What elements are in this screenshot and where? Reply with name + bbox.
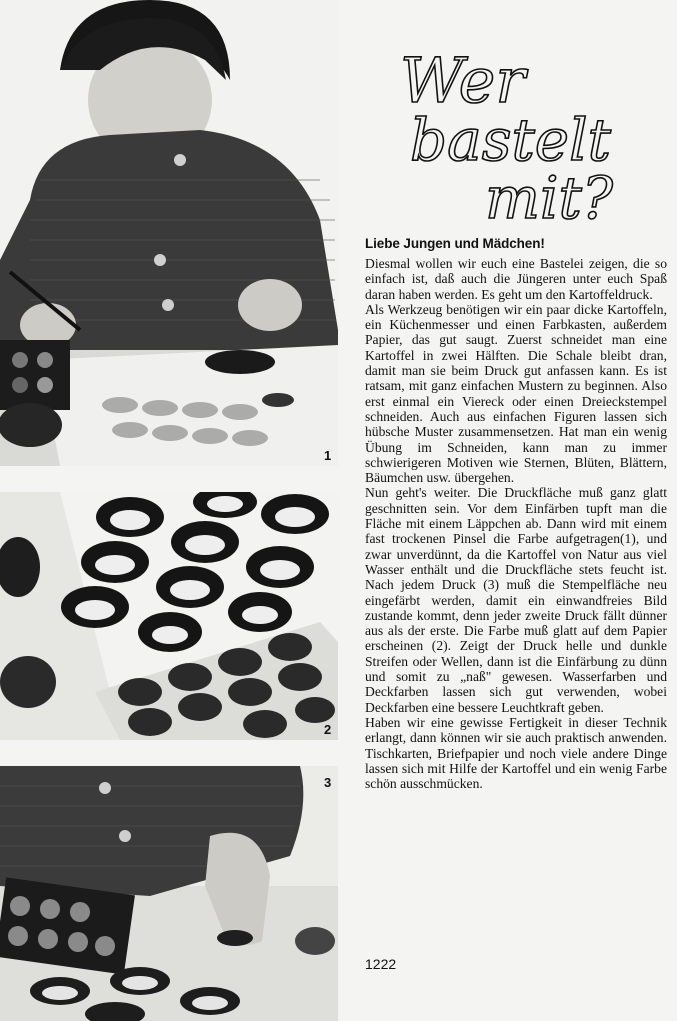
title-script [380, 30, 670, 230]
article-paragraph-2: Als Werkzeug benötigen wir ein paar dicke Kartoffeln, ein Küchenmesser und einen Farbkasten, außerdem Papier, das gut saugt. Zuerst schneidet man eine Kartoffel in zwei Hälften. Die Schale bleibt dran, damit man sie beim Druck gut anfassen kann. Es ist ratsam, mit ganz einfachen Mustern zu beginnen. Also erst einmal ein Viereck oder einen Dreieckstempel schneiden. Auch aus einfachen Figuren lassen sich hübsche Muster zusammensetzen. Hat man ein wenig Übung im Schneiden, kann man zu immer schwierigeren Motiven wie Sternen, Blüten, Blättern, Bäumchen usw. übergehen. [365, 301, 667, 486]
article-paragraph-1: Diesmal wollen wir euch eine Bastelei zeigen, die so einfach ist, daß auch die Jüngeren unter euch Spaß daran haben werden. Es geht um den Kartoffeldruck. [365, 256, 667, 302]
title-line-3: mit? [485, 164, 613, 230]
figure-number-2: 2 [324, 722, 332, 737]
article-paragraph-3: Nun geht's weiter. Die Druckfläche muß ganz glatt geschnitten sein. Vor dem Einfärben tupft man die Fläche mit einem Läppchen ab. Dann wird mit einem fast trockenen Pinsel die Farbe aufgetragen(1), und zwar unverdünnt, da die Kartoffel von Natur aus viel Wasser enthält und die Druckfläche stets feucht ist. Nach jedem Druck (3) muß die Stempelfläche neu eingefärbt werden, damit ein einwandfreies Bild zustande kommt, denn jeder zweite Druck fällt dünner aus als der erste. Die Farbe muß glatt auf dem Papier erscheinen (2). Zeigt der Druck helle und dunkle Streifen oder Wellen, dann ist die Einfärbung zu dünn und somit zu „naß" gewesen. Wasserfarben und Deckfarben lassen sich gut verwenden, wobei Deckfarben eine bessere Leuchtkraft geben. [365, 485, 667, 715]
figure-number-3: 3 [324, 775, 332, 790]
figure-number-1: 1 [324, 448, 332, 463]
title-line-2: bastelt [410, 106, 611, 174]
title-line-1: Wer [400, 44, 525, 117]
photo-1-illustration [0, 0, 338, 466]
photo-child-painting [0, 0, 338, 466]
photo-child-printing [0, 766, 338, 1021]
photo-2-illustration [0, 492, 338, 740]
page-title [380, 30, 670, 230]
article-paragraph-4: Haben wir eine gewisse Fertigkeit in dieser Technik erlangt, dann können wir sie auch praktisch anwenden. Tischkarten, Briefpapier und noch viele andere Dinge lassen sich mit Hilfe der Kartoffel und ein wenig Farbe schön ausschmücken. [365, 714, 667, 792]
article [365, 236, 667, 791]
page-number: 1222 [365, 956, 397, 972]
photo-3-illustration [0, 766, 338, 1021]
article-greeting: Liebe Jungen und Mädchen! [365, 236, 545, 251]
photo-stamped-patterns [0, 492, 338, 740]
